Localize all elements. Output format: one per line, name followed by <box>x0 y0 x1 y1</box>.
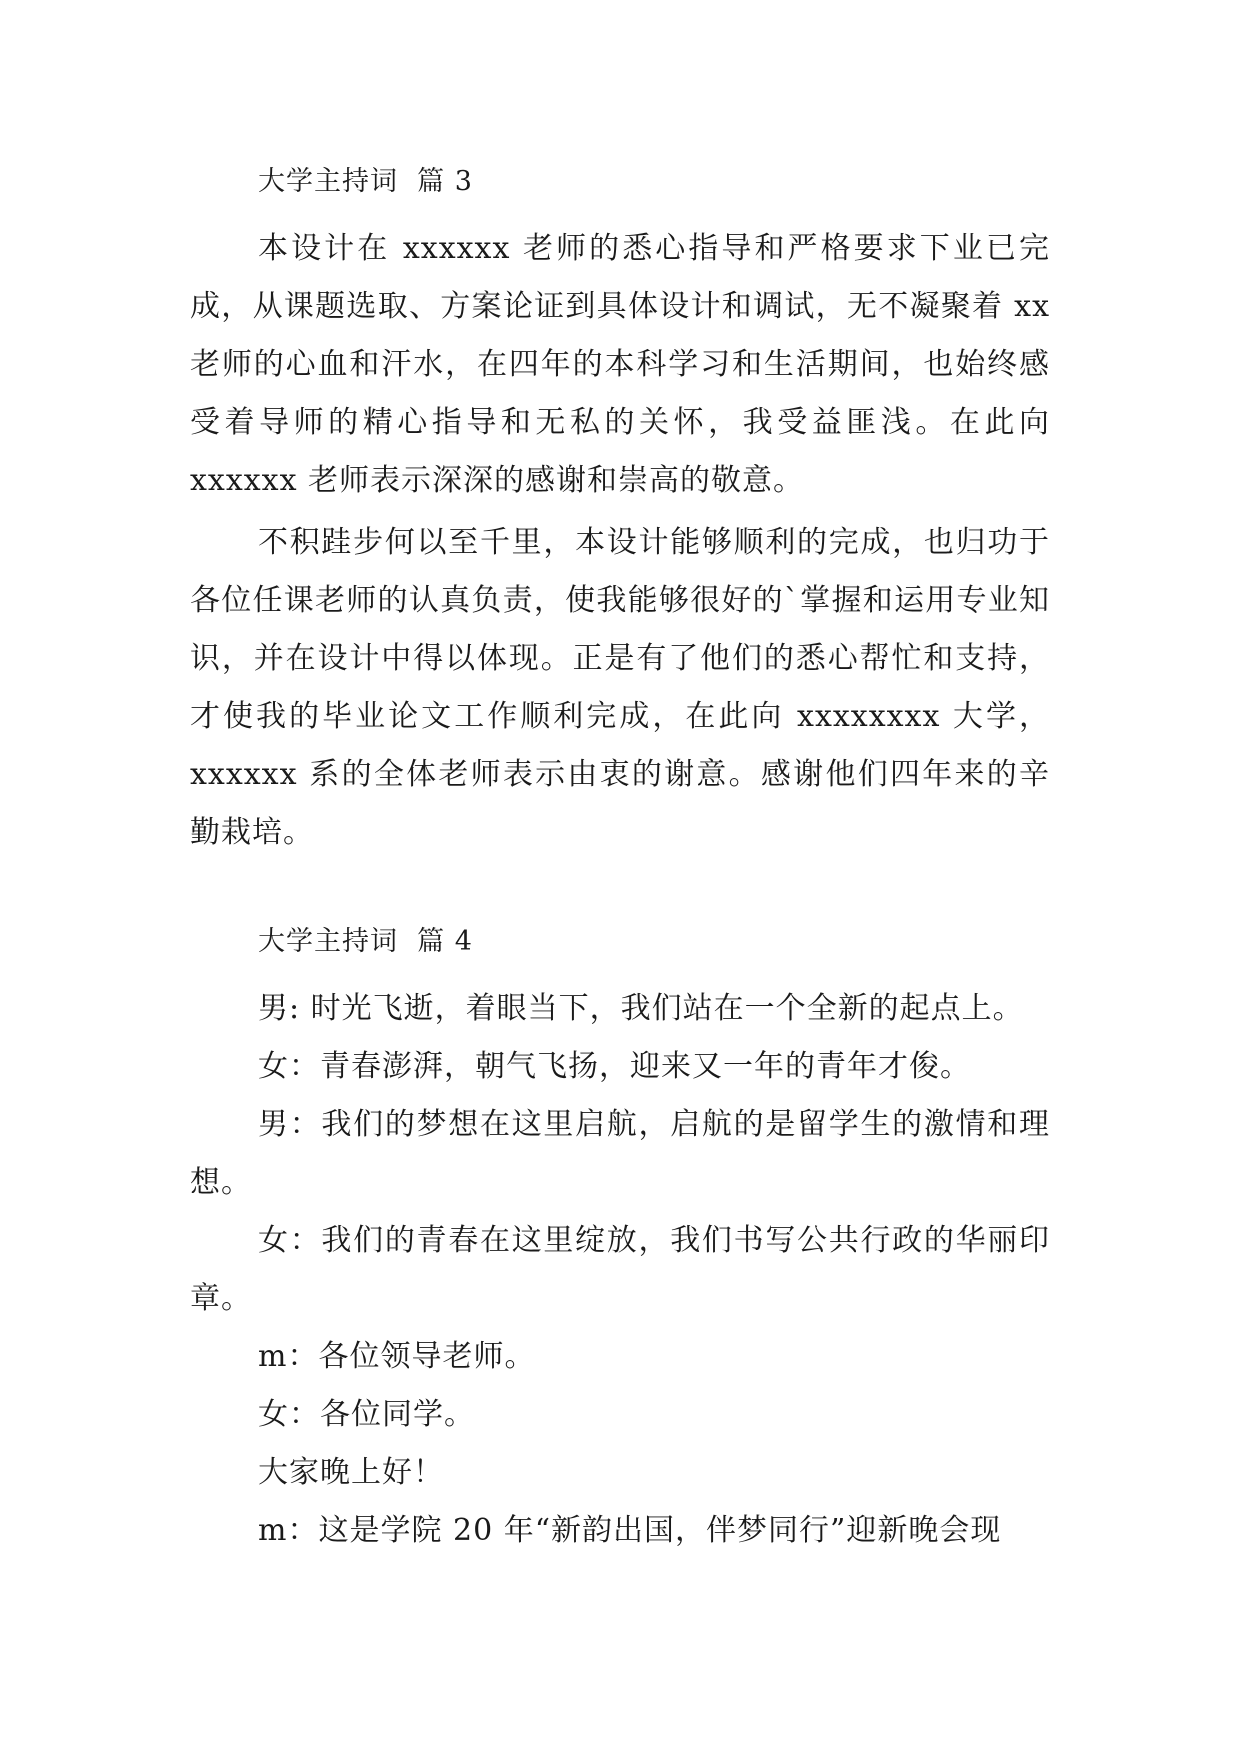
section-3 <box>190 162 1050 862</box>
dialogue-line: m：各位领导老师。 <box>258 1339 536 1374</box>
section-4 <box>190 922 1050 1560</box>
dialogue-line: 女：各位同学。 <box>258 1397 475 1432</box>
dialogue-line: 女：我们的青春在这里绽放，我们书写公共行政的华丽印章。 <box>190 1223 1050 1316</box>
dialogue-line: 女：青春澎湃，朝气飞扬，迎来又一年的青年才俊。 <box>258 1049 971 1084</box>
section-4-heading: 大学主持词 篇 4 <box>258 926 473 957</box>
section-3-paragraph-2: 不积跬步何以至千里，本设计能够顺利的完成，也归功于各位任课老师的认真负责，使我能够很好的`掌握和运用专业知识，并在设计中得以体现。正是有了他们的悉心帮忙和支持，才使我的毕业论文工作顺利完成，在此向 xxxxxxxx 大学，xxxxxx 系的全体老师表示由衷的谢意。感谢他们四年来的辛勤栽培。 <box>190 525 1050 850</box>
dialogue-line: 男: 时光飞逝，着眼当下，我们站在一个全新的起点上。 <box>258 991 1024 1026</box>
section-3-heading: 大学主持词 篇 3 <box>258 166 473 197</box>
dialogue-line: 男：我们的梦想在这里启航，启航的是留学生的激情和理想。 <box>190 1107 1050 1200</box>
dialogue-line: 大家晚上好！ <box>258 1455 444 1490</box>
dialogue-line: m：这是学院 20 年“新韵出国，伴梦同行”迎新晚会现 <box>258 1513 1002 1548</box>
section-3-paragraph-1: 本设计在 xxxxxx 老师的悉心指导和严格要求下业已完成，从课题选取、方案论证到具体设计和调试，无不凝聚着 xx 老师的心血和汗水，在四年的本科学习和生活期间，也始终感受着导师的精心指导和无私的关怀，我受益匪浅。在此向 xxxxxx 老师表示深深的感谢和崇高的敬意。 <box>190 231 1050 498</box>
